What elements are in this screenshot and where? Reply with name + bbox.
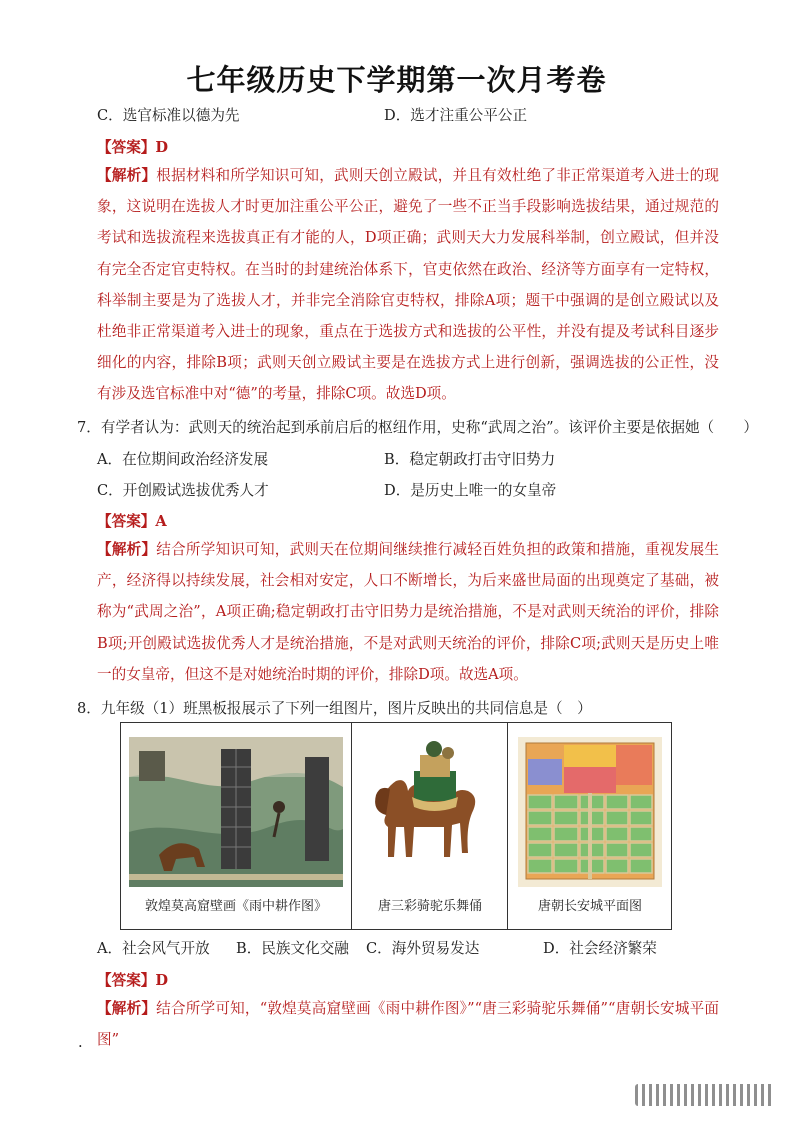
analysis-text: 结合所学知识可知，武则天在位期间继续推行减轻百姓负担的政策和措施，重视发展生产，经济得以持续发展，社会相对安定，人口不断增长，为后来盛世局面的出现奠定了基础，被称为“武周之治”，A项正确;稳定朝政打击守旧势力是统治措施，不是对武则天统治的评价，排除B项;开创殿试选拔优秀人才是统治措施，不是对武则天统治的评价，排除C项;武则天是历史上唯一的女皇帝，但这不是对她统治时期的评价，排除D项。故选A项。: [97, 541, 719, 683]
answer-tag: 【答案】: [97, 972, 156, 989]
analysis-tag: 【解析】: [97, 1000, 157, 1017]
changan-plan-image: [518, 737, 662, 887]
analysis-tag: 【解析】: [97, 541, 157, 558]
caption-mural: 敦煌莫高窟壁画《雨中耕作图》: [144, 899, 327, 914]
mural-image: [129, 737, 343, 887]
q7-option-b: B．稳定朝政打击守旧势力: [384, 451, 556, 468]
analysis-tag: 【解析】: [97, 167, 157, 184]
q8-answer: [97, 969, 168, 990]
answer-value: D: [155, 139, 169, 156]
watermark-barcode: [635, 1084, 775, 1106]
answer-tag: 【答案】: [97, 139, 156, 156]
q7-option-d: D．是历史上唯一的女皇帝: [384, 482, 557, 499]
q8-option-d: D．社会经济繁荣: [543, 940, 657, 957]
figure-changan-map: [507, 723, 672, 929]
caption-changan: 唐朝长安城平面图: [537, 899, 642, 914]
q7-analysis: [97, 534, 719, 690]
q8-option-a: A．社会风气开放: [97, 940, 210, 957]
figure-mural: [121, 723, 351, 929]
trailing-mark: .: [78, 1034, 83, 1051]
q7-answer: [97, 510, 167, 531]
q8-figure-panel: [120, 722, 672, 930]
answer-value: D: [155, 972, 169, 989]
q6-answer: [97, 136, 168, 157]
q6-option-c: C．选官标准以德为先: [97, 107, 240, 124]
q8-option-c: C．海外贸易发达: [366, 940, 480, 957]
q7-option-c: C．开创殿试选拔优秀人才: [97, 482, 269, 499]
camel-figurine-image: [364, 737, 496, 887]
q8-option-b: B．民族文化交融: [236, 940, 349, 957]
q7-option-a: A．在位期间政治经济发展: [97, 451, 269, 468]
q6-analysis: [97, 160, 719, 410]
page-title: 七年级历史下学期第一次月考卷: [186, 63, 607, 97]
q8-stem: 8．九年级（1）班黑板报展示了下列一组图片，图片反映出的共同信息是（ ）: [77, 700, 592, 717]
figure-camel: [351, 723, 508, 929]
q6-option-d: D．选才注重公平公正: [384, 107, 528, 124]
answer-tag: 【答案】: [97, 513, 156, 530]
q8-analysis: [97, 993, 719, 1055]
analysis-text: 结合所学可知，“敦煌莫高窟壁画《雨中耕作图》”“唐三彩骑驼乐舞俑”“唐朝长安城平面图”: [97, 1000, 719, 1049]
q7-stem: 7．有学者认为：武则天的统治起到承前启后的枢纽作用，史称“武周之治”。该评价主要是依据她（ ）: [77, 419, 758, 436]
caption-camel: 唐三彩骑驼乐舞俑: [377, 899, 482, 914]
answer-value: A: [155, 513, 167, 530]
analysis-text: 根据材料和所学知识可知，武则天创立殿试，并且有效杜绝了非正常渠道考入进士的现象，这说明在选拔人才时更加注重公平公正，避免了一些不正当手段影响选拔结果，通过规范的考试和选拔流程来选拔真正有才能的人，D项正确；武则天大力发展科举制，创立殿试，但并没有完全否定官吏特权。在当时的封建统治体系下，官吏依然在政治、经济等方面享有一定特权，科举制主要是为了选拔人才，并非完全消除官吏特权，排除A项；题干中强调的是创立殿试以及杜绝非正常渠道考入进士的现象，重点在于选拔方式和选拔的公平性，并没有提及考试科目逐步细化的内容，排除B项；武则天创立殿试主要是在选拔方式上进行创新，强调选拔的公正性，没有涉及选官标准中对“德”的考量，排除C项。故选D项。: [97, 167, 719, 403]
